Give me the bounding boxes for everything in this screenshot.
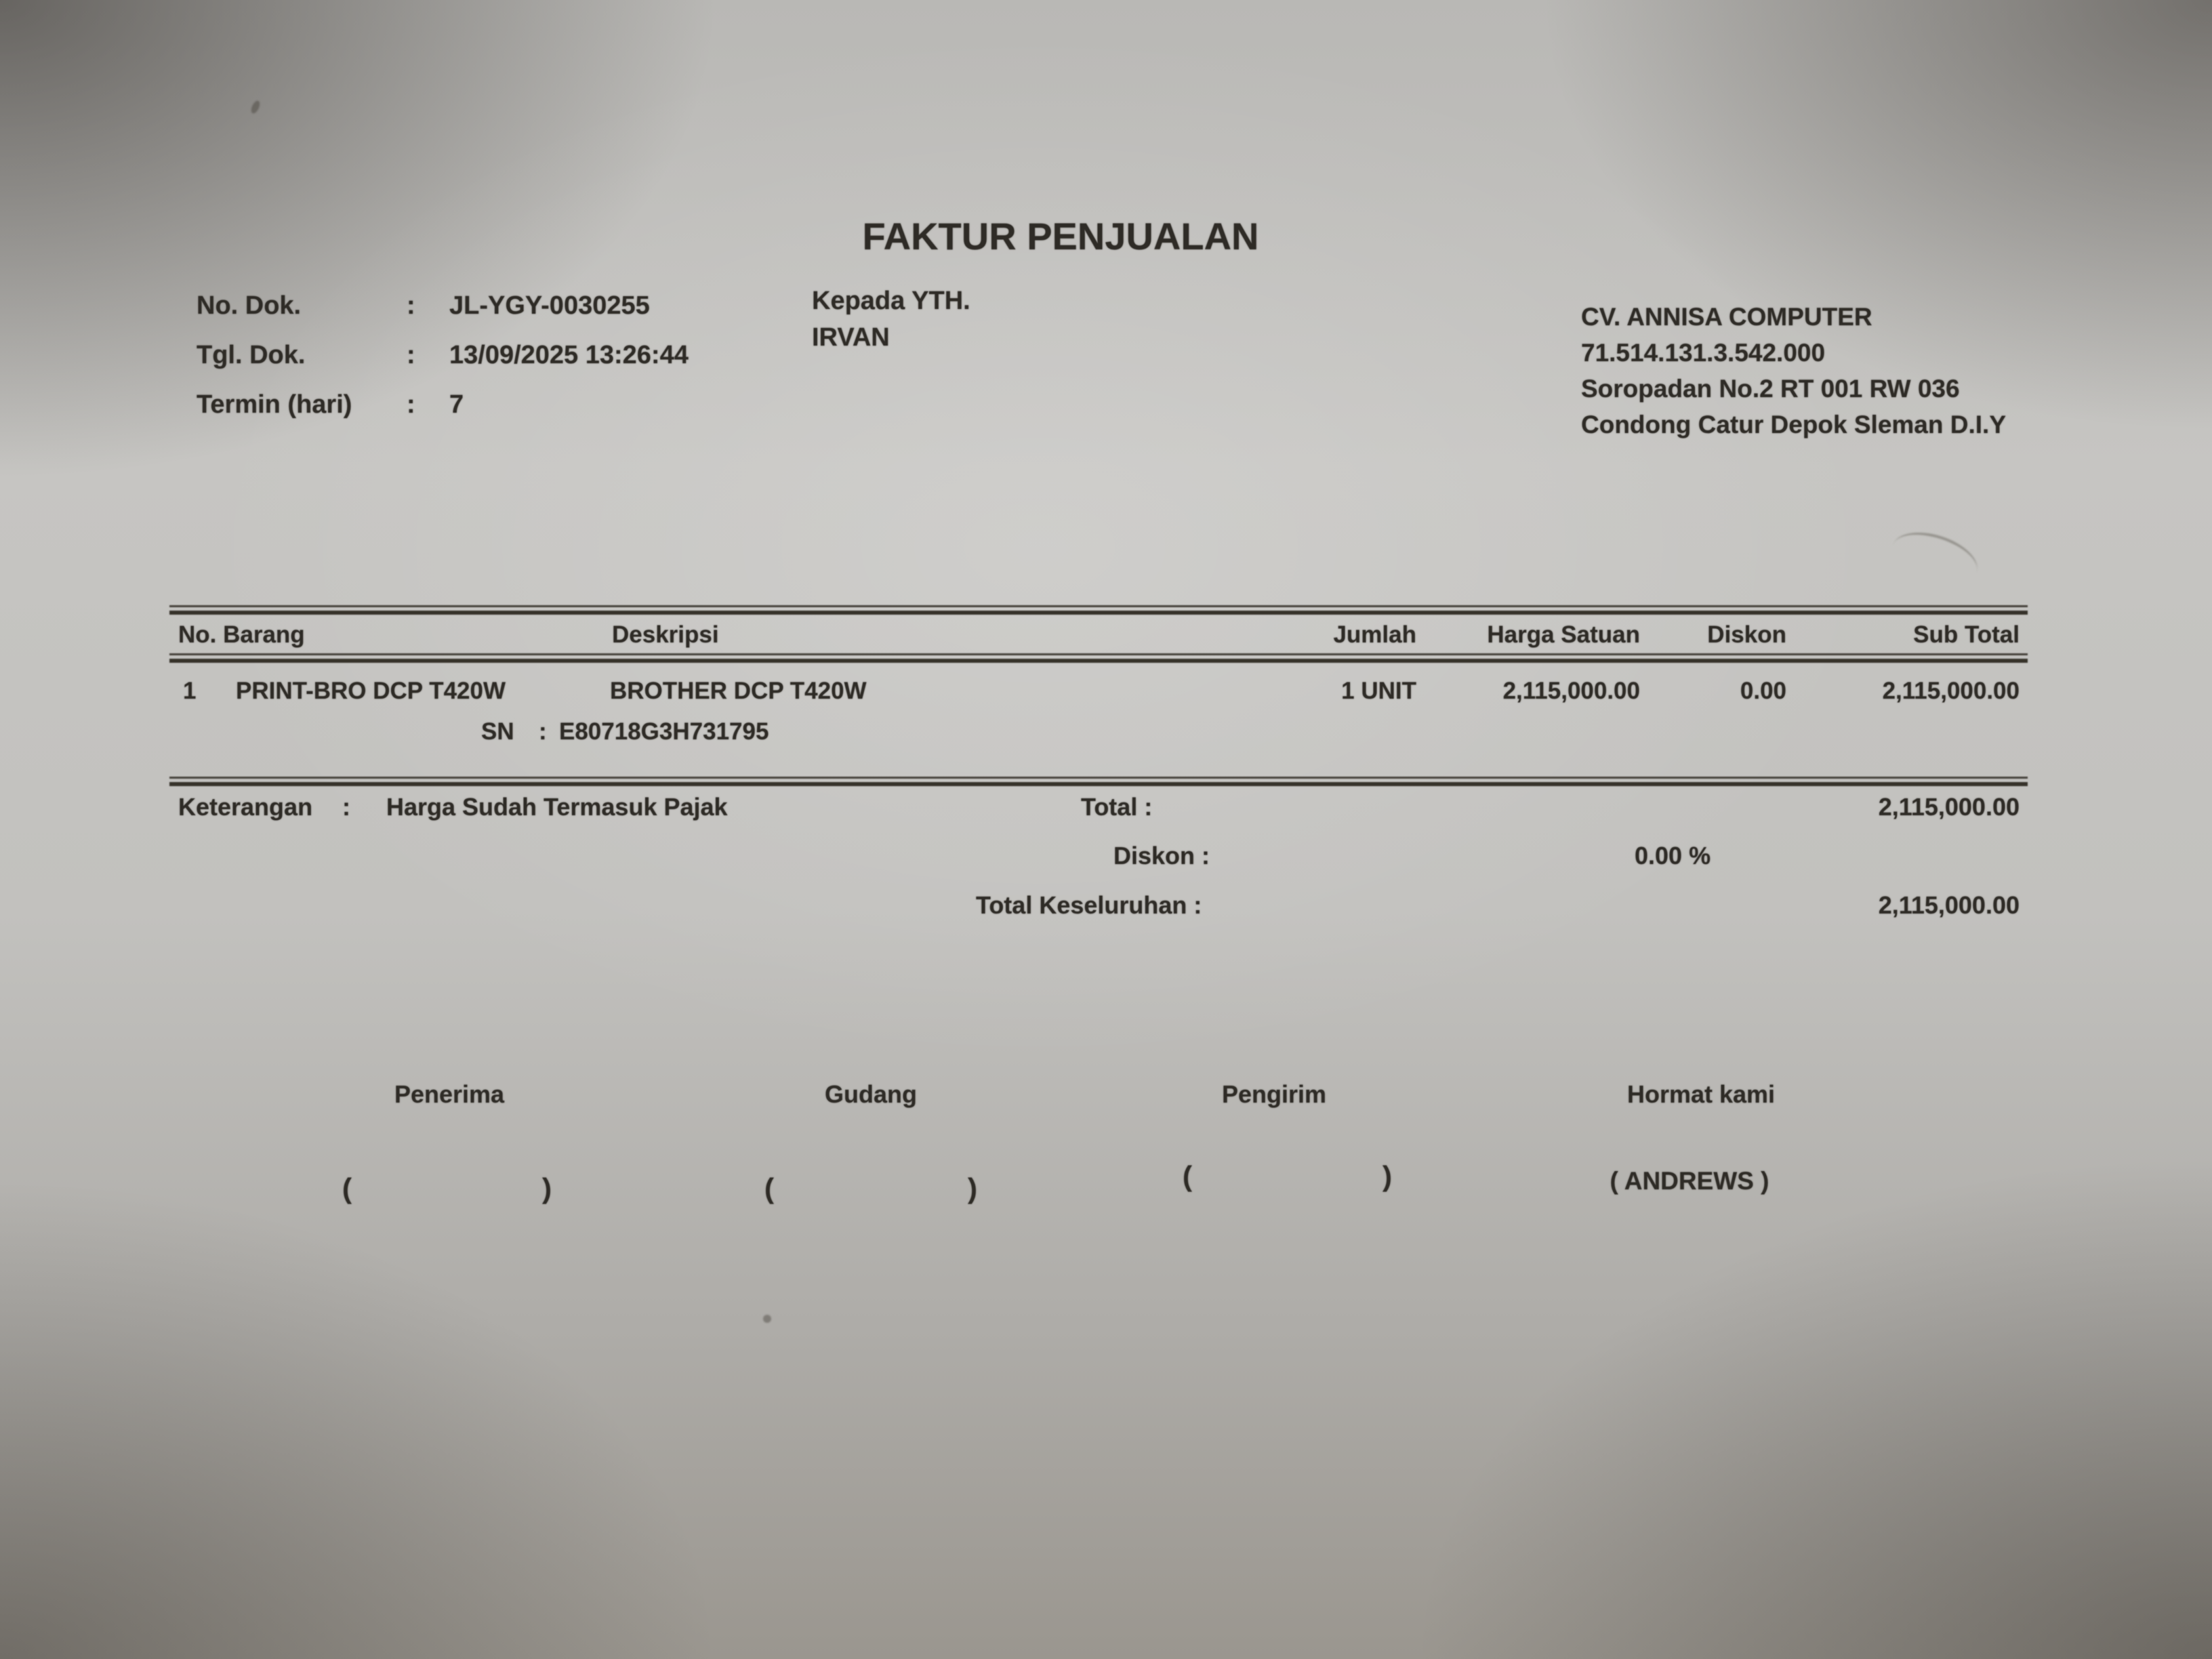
seller-address-line1: Soropadan No.2 RT 001 RW 036 [1581,375,1960,403]
recipient-label: Kepada YTH. [812,287,970,315]
seller-address-line2: Condong Catur Depok Sleman D.I.Y [1581,411,2006,438]
keterangan-value: Harga Sudah Termasuk Pajak [386,793,728,821]
seller-npwp: 71.514.131.3.542.000 [1581,339,1826,367]
grand-total-label: Total Keseluruhan : [976,891,1202,919]
doc-number-separator: : [407,291,415,320]
pengirim-paren-close: ) [1382,1160,1392,1192]
invoice-title: FAKTUR PENJUALAN [862,215,1259,258]
serial-number-label: SN [481,718,514,745]
summary-diskon-label: Diskon : [1113,842,1210,869]
column-header-sub-total: Sub Total [1913,621,2020,648]
doc-date-separator: : [407,341,415,369]
doc-number-value: JL-YGY-0030255 [449,291,650,320]
keterangan-separator: : [342,793,350,821]
signature-title-hormat-kami: Hormat kami [1626,1080,1776,1108]
table-footer-rule [169,777,2028,786]
item-quantity: 1 UNIT [1341,678,1416,704]
item-code: PRINT-BRO DCP T420W [236,678,506,704]
table-header-rule [169,653,2028,663]
column-header-no-barang: No. Barang [178,621,305,648]
column-header-deskripsi: Deskripsi [612,621,719,648]
recipient-name: IRVAN [812,323,890,352]
column-header-harga-satuan: Harga Satuan [1487,621,1640,648]
grand-total-value: 2,115,000.00 [1878,891,2020,919]
serial-number-separator: : [539,718,547,745]
seller-name: CV. ANNISA COMPUTER [1581,303,1872,331]
signature-title-pengirim: Pengirim [1221,1080,1327,1108]
term-days-value: 7 [449,390,464,419]
item-subtotal: 2,115,000.00 [1882,678,2020,704]
penerima-paren-close: ) [542,1172,552,1204]
term-days-label: Termin (hari) [197,390,352,419]
column-header-diskon: Diskon [1707,621,1786,648]
item-description: BROTHER DCP T420W [610,678,867,704]
paper-crease-mark [1886,523,1984,594]
total-label: Total : [1081,793,1153,821]
term-days-separator: : [407,390,415,419]
hormat-kami-signed-name: ( ANDREWS ) [1610,1167,1769,1195]
paper-speck [763,1315,771,1323]
penerima-paren-open: ( [342,1172,352,1204]
signature-title-penerima: Penerima [394,1080,505,1108]
item-unit-price: 2,115,000.00 [1502,678,1640,704]
gudang-paren-close: ) [968,1172,977,1204]
item-row-number: 1 [183,678,197,704]
paper-speck [249,100,262,115]
gudang-paren-open: ( [764,1172,774,1204]
table-top-rule [169,605,2028,615]
total-value: 2,115,000.00 [1878,793,2020,821]
column-header-jumlah: Jumlah [1333,621,1416,648]
doc-number-label: No. Dok. [197,291,302,320]
pengirim-paren-open: ( [1183,1160,1192,1192]
doc-date-label: Tgl. Dok. [197,341,306,369]
summary-diskon-value: 0.00 % [1635,842,1711,869]
signature-title-gudang: Gudang [825,1080,917,1108]
keterangan-label: Keterangan [178,793,313,821]
doc-date-value: 13/09/2025 13:26:44 [449,341,689,369]
item-discount: 0.00 [1740,678,1786,704]
serial-number-value: E80718G3H731795 [559,718,769,745]
